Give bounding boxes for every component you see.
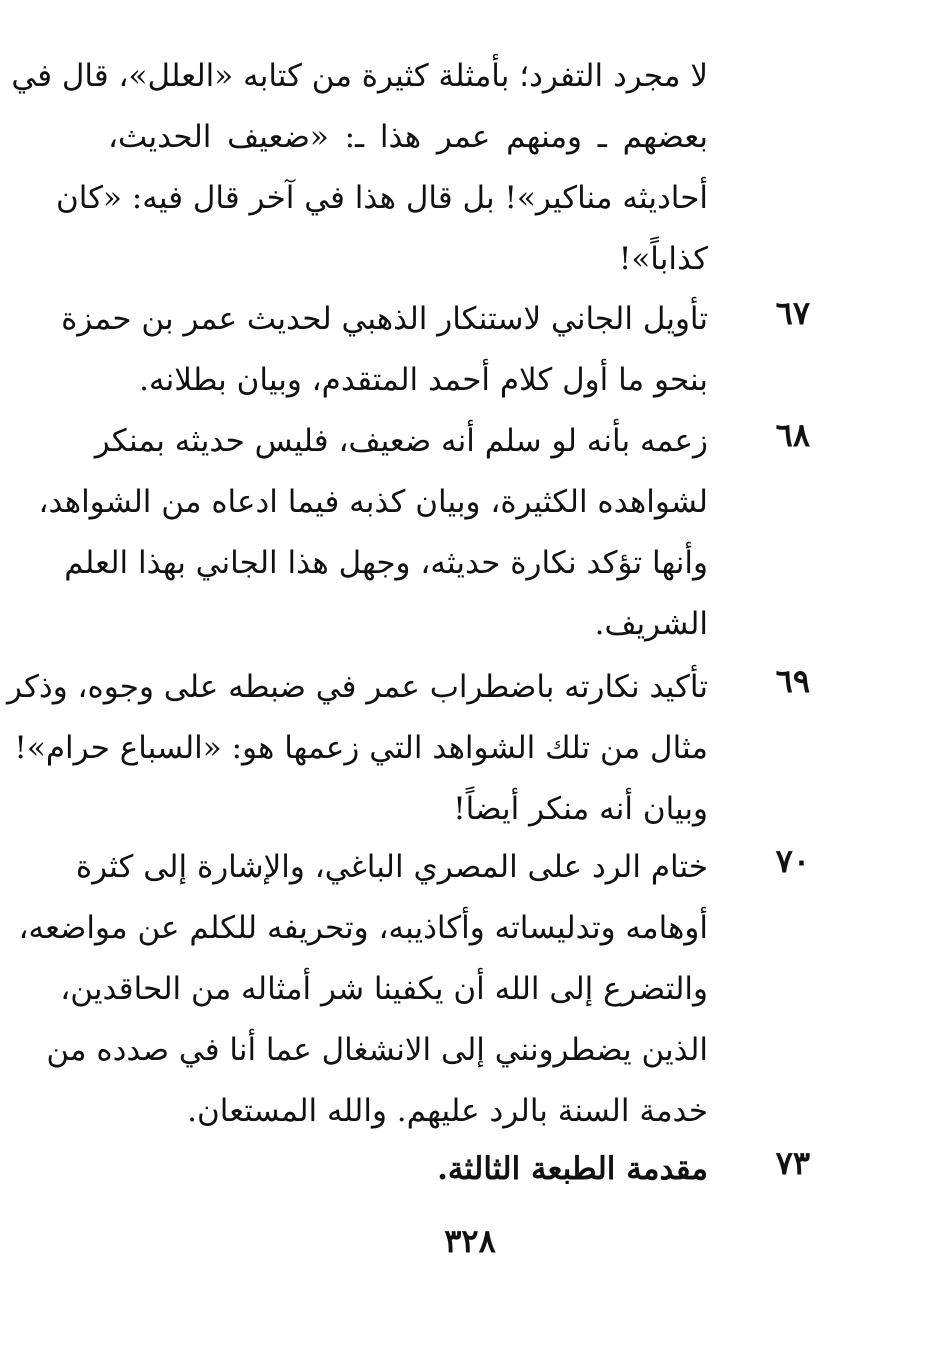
entry-text (108, 1139, 708, 1200)
entry-number: ٧٠ (775, 842, 810, 880)
text-line: بعضهم ـ ومنهم عمر هذا ـ: «ضعيف الحديث، (108, 119, 708, 155)
text-line: مثال من تلك الشواهد التي زعمها هو: «السباع حرام»! (14, 730, 708, 766)
entry-text (7, 657, 708, 840)
entry-number: ٧٣ (775, 1144, 810, 1182)
text-line: خدمة السنة بالرد عليهم. والله المستعان. (187, 1093, 708, 1129)
text-line: الشريف. (594, 606, 708, 642)
text-line: أوهامه وتدليساته وأكاذيبه، وتحريفه للكلم عن مواضعه، (18, 910, 708, 946)
page-number: ٣٢٨ (444, 1222, 496, 1260)
entry-number: ٦٩ (775, 662, 810, 700)
text-line: أحاديثه مناكير»! بل قال هذا في آخر قال فيه: «كان (56, 180, 708, 216)
entry-text (38, 411, 708, 655)
entry-number: ٦٨ (775, 416, 810, 454)
continuation-paragraph (11, 46, 708, 290)
entry-text (61, 289, 708, 411)
text-line: وأنها تؤكد نكارة حديثه، وجهل هذا الجاني بهذا العلم (64, 545, 708, 581)
text-line: كذاباً»! (618, 241, 708, 277)
text-line: بنحو ما أول كلام أحمد المتقدم، وبيان بطلانه. (139, 362, 708, 398)
text-line: مقدمة الطبعة الثالثة. (437, 1151, 708, 1187)
text-line: تأكيد نكارته باضطراب عمر في ضبطه على وجوه، وذكر (7, 669, 708, 705)
text-line: والتضرع إلى الله أن يكفينا شر أمثاله من الحاقدين، (60, 971, 708, 1007)
text-line: الذين يضطرونني إلى الانشغال عما أنا في صدده من (46, 1032, 708, 1068)
text-line: لا مجرد التفرد؛ بأمثلة كثيرة من كتابه «العلل»، قال في (11, 58, 708, 94)
entry-text (18, 837, 708, 1142)
text-line: وبيان أنه منكر أيضاً! (453, 791, 708, 827)
text-line: تأويل الجاني لاستنكار الذهبي لحديث عمر بن حمزة (61, 301, 708, 337)
text-line: زعمه بأنه لو سلم أنه ضعيف، فليس حديثه بمنكر (94, 423, 708, 459)
text-line: لشواهده الكثيرة، وبيان كذبه فيما ادعاه من الشواهد، (38, 484, 708, 520)
entry-number: ٦٧ (775, 294, 810, 332)
text-line: ختام الرد على المصري الباغي، والإشارة إلى كثرة (75, 849, 708, 885)
